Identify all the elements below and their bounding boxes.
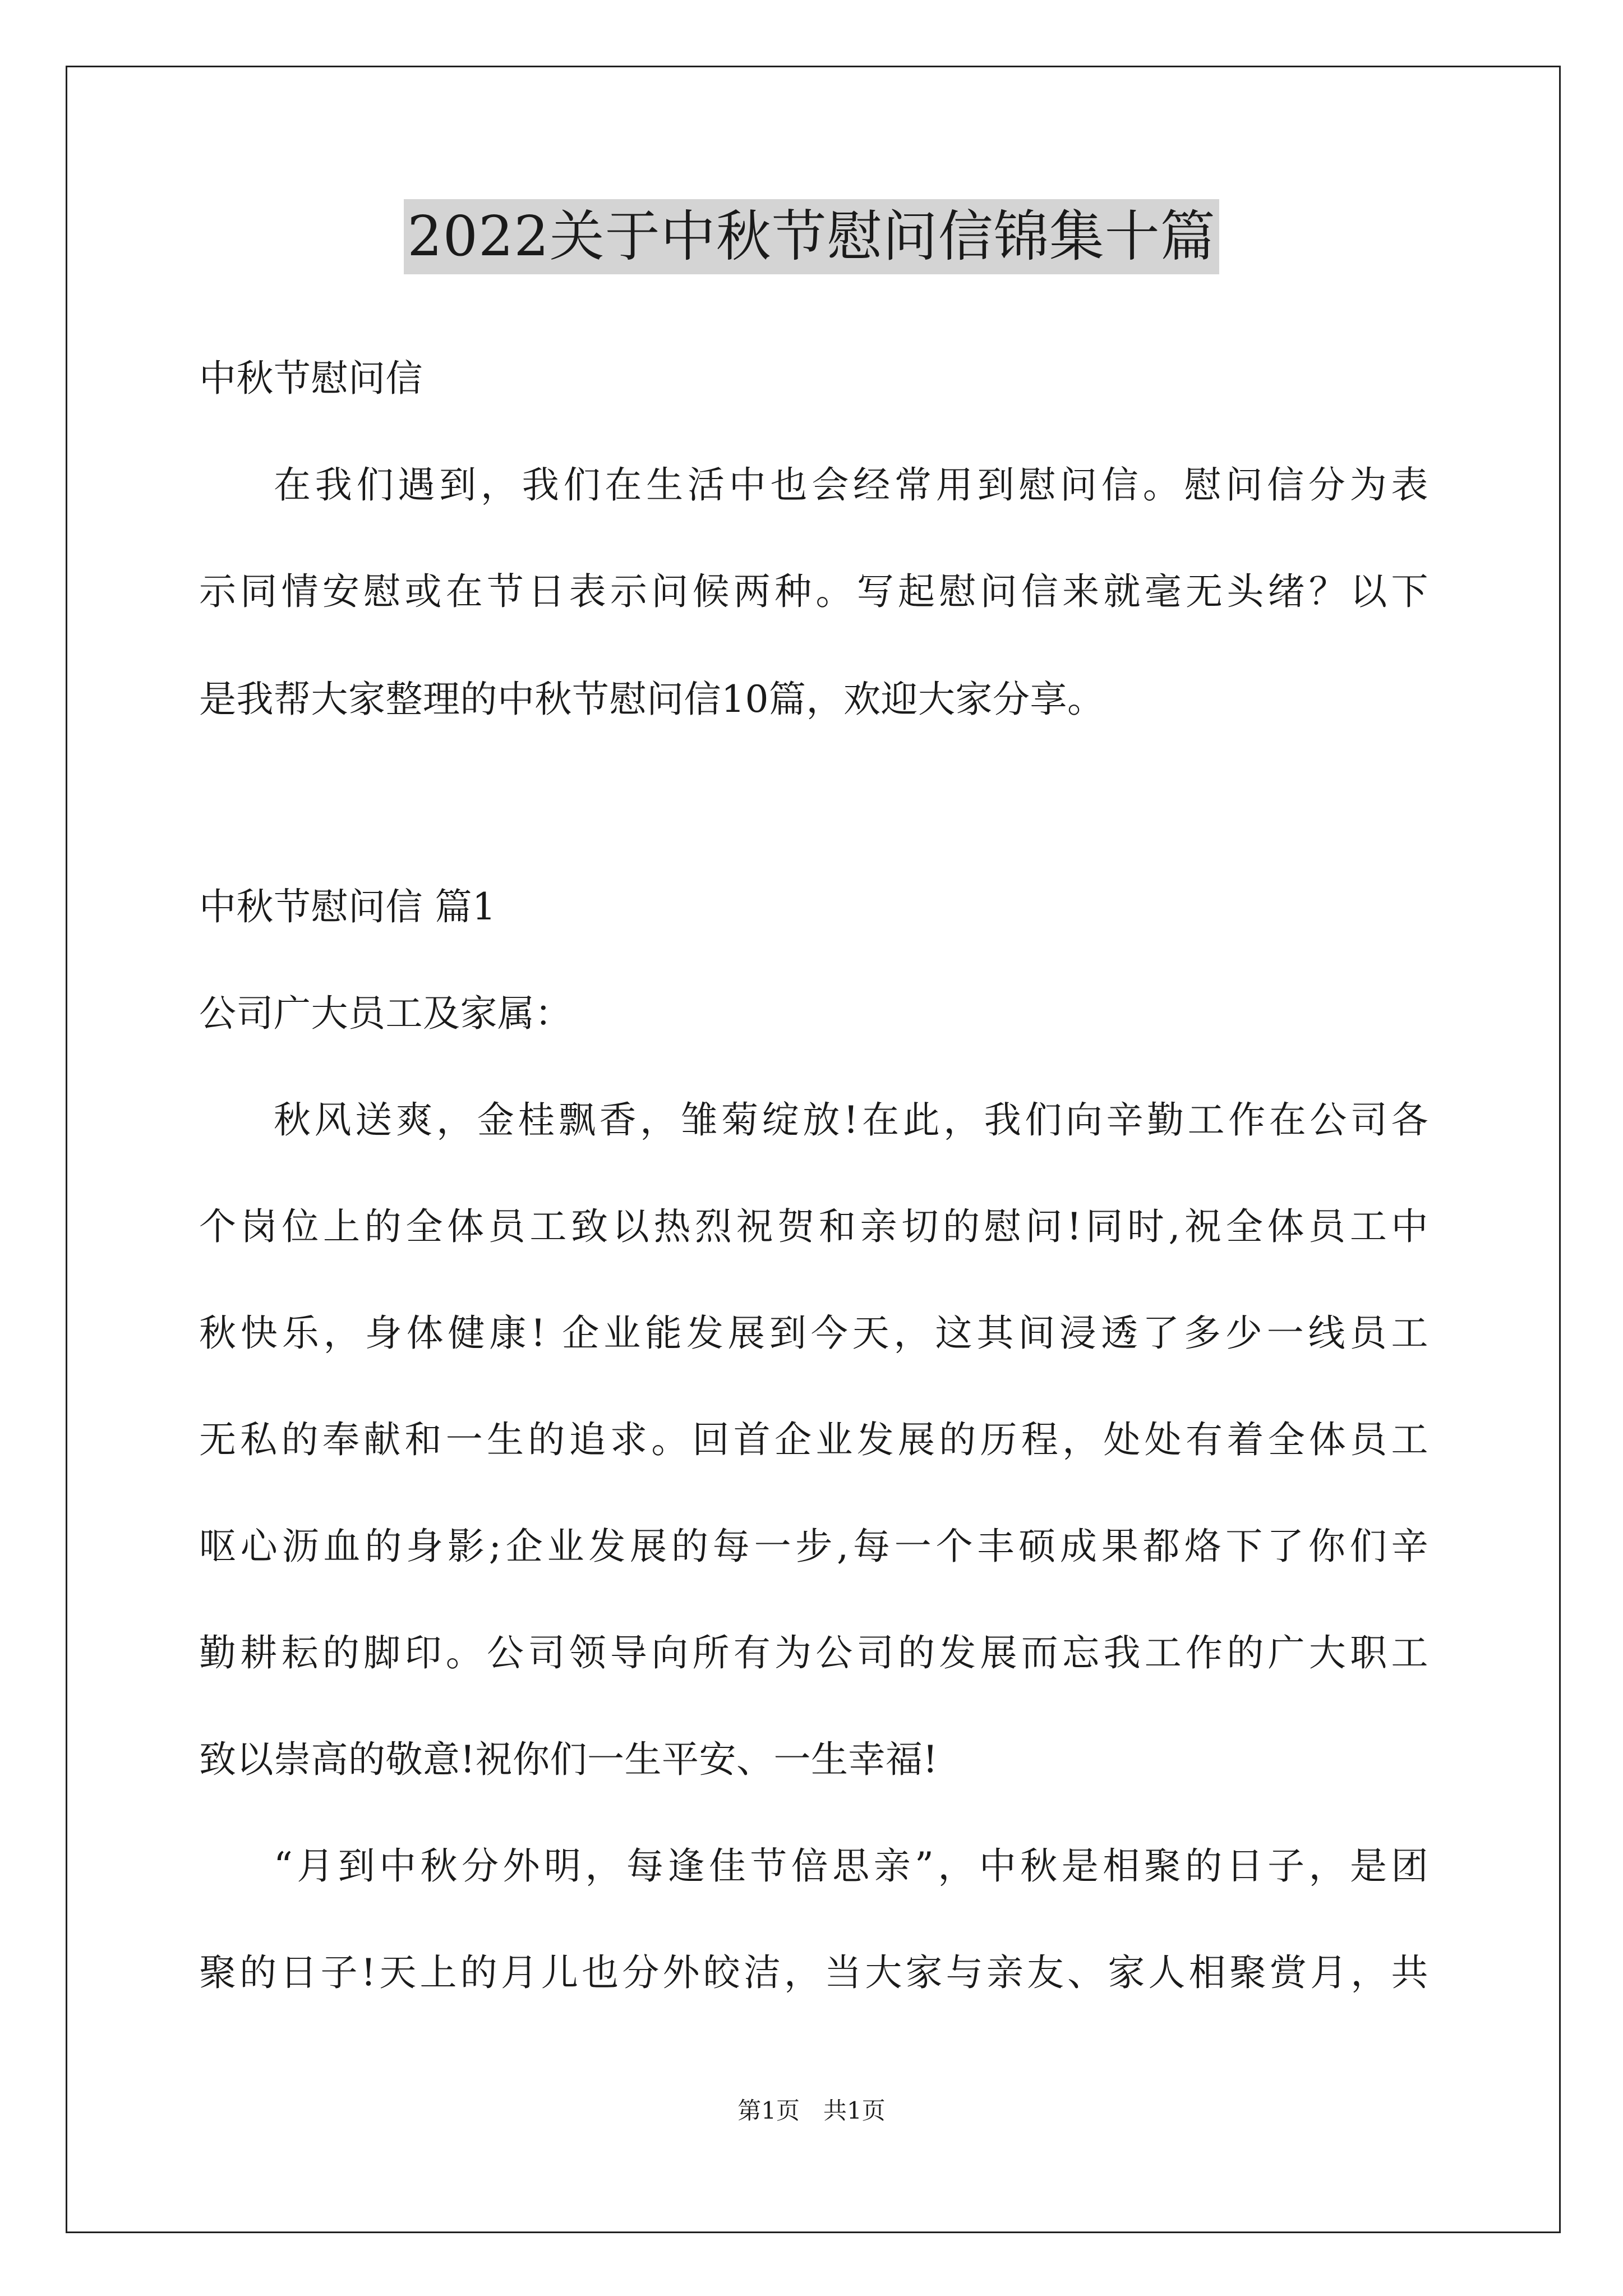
paragraph-line: 是我帮大家整理的中秋节慰问信10篇，欢迎大家分享。: [199, 678, 1105, 721]
title-container: [0, 199, 1623, 274]
paragraph-line: 致以崇高的敬意!祝你们一生平安、一生幸福!: [199, 1738, 938, 1781]
paragraph-line: 示同情安慰或在节日表示问候两种。写起慰问信来就毫无头绪？以下: [199, 570, 1428, 613]
paragraph-line: 勤耕耘的脚印。公司领导向所有为公司的发展而忘我工作的广大职工: [199, 1631, 1428, 1674]
salutation: 公司广大员工及家属：: [199, 992, 572, 1035]
document-title: 2022关于中秋节慰问信锦集十篇: [404, 199, 1219, 274]
paragraph-line: 秋风送爽，金桂飘香，雏菊绽放!在此，我们向辛勤工作在公司各: [274, 1098, 1428, 1142]
paragraph-line: 个岗位上的全体员工致以热烈祝贺和亲切的慰问!同时,祝全体员工中: [199, 1205, 1428, 1248]
paragraph-line: “月到中秋分外明，每逢佳节倍思亲”，中秋是相聚的日子，是团: [274, 1844, 1428, 1888]
paragraph-line: 在我们遇到，我们在生活中也会经常用到慰问信。慰问信分为表: [274, 463, 1428, 507]
page-number-footer: 第1页 共1页: [737, 2097, 886, 2124]
paragraph-line: 秋快乐，身体健康! 企业能发展到今天，这其间浸透了多少一线员工: [199, 1312, 1428, 1355]
paragraph-line: 聚的日子!天上的月儿也分外皎洁，当大家与亲友、家人相聚赏月，共: [199, 1951, 1428, 1994]
paragraph-line: 无私的奉献和一生的追求。回首企业发展的历程，处处有着全体员工: [199, 1418, 1428, 1461]
section-heading: 中秋节慰问信 篇1: [199, 885, 496, 928]
paragraph-line: 呕心沥血的身影;企业发展的每一步,每一个丰硕成果都烙下了你们辛: [199, 1525, 1428, 1568]
section-heading: 中秋节慰问信: [199, 357, 423, 400]
